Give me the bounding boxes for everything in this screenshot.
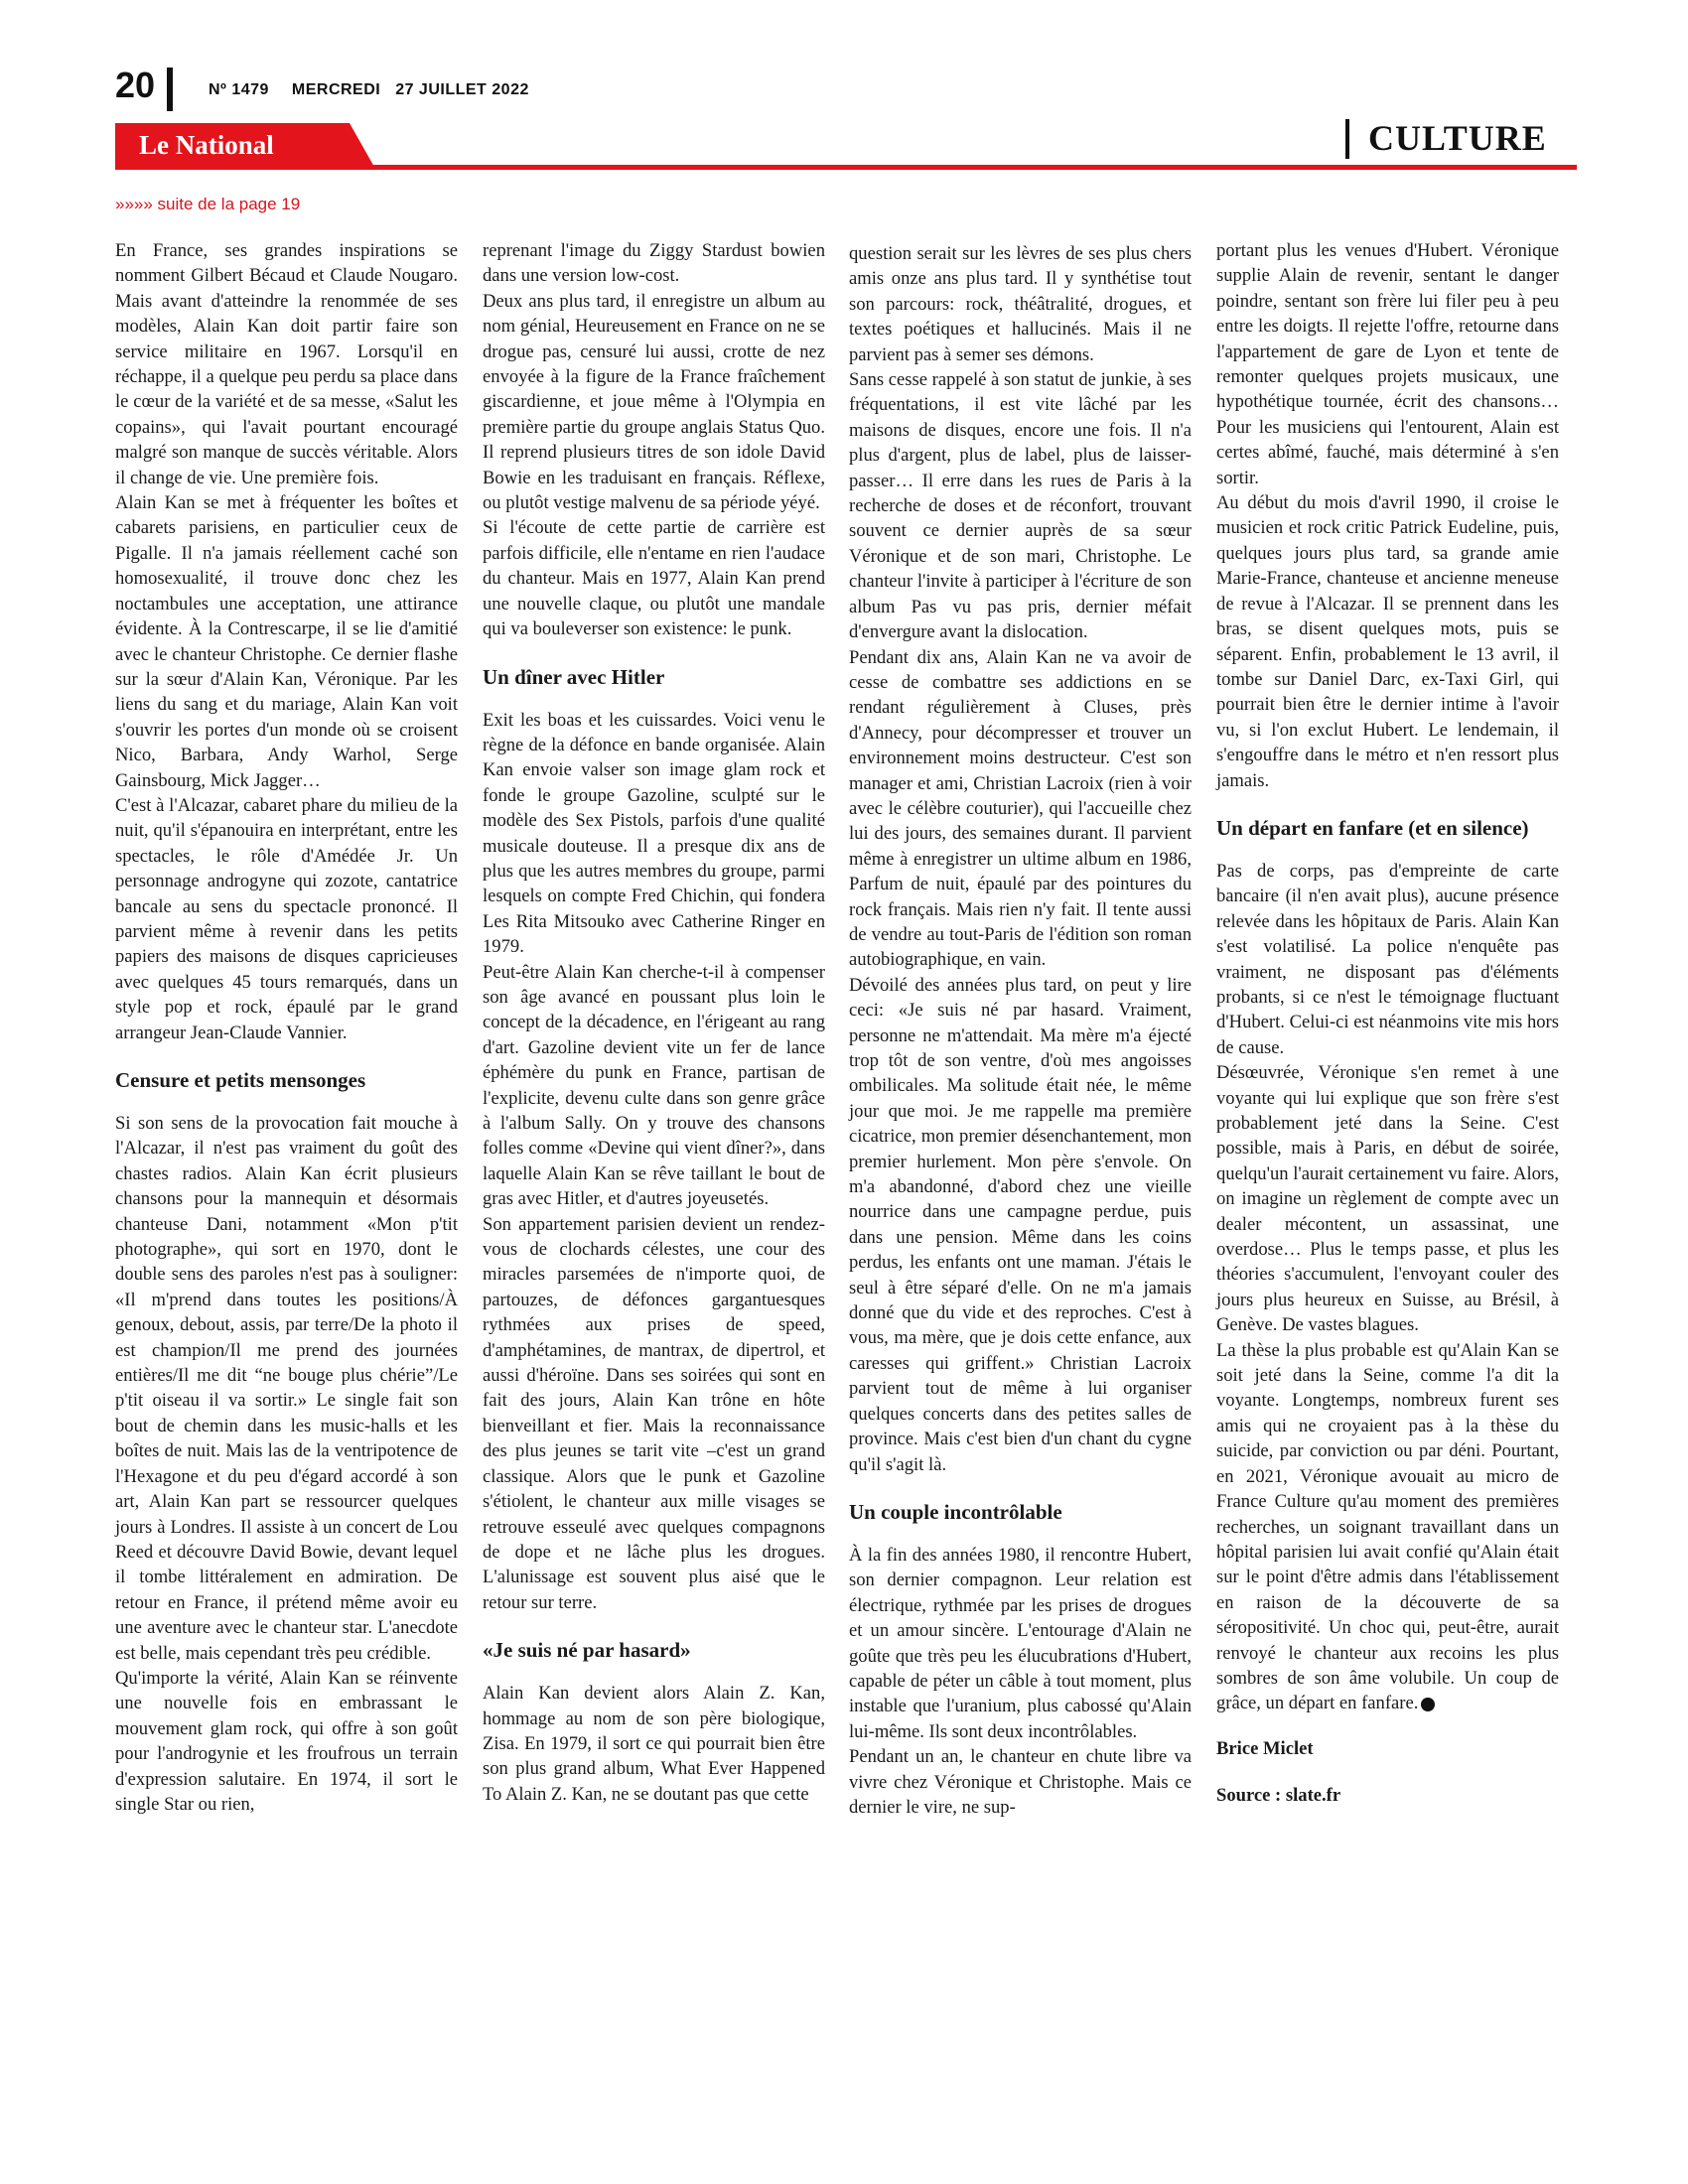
end-of-article-icon (1421, 1698, 1435, 1711)
subheading: Censure et petits mensonges (115, 1068, 366, 1092)
issue-number: Nº 1479 (209, 81, 269, 98)
paragraph: En France, ses grandes inspirations se nomment Gilbert Bécaud et Claude Nougaro. Mais avant d'atteindre la renommée de ses modèles, Alain Kan doit partir faire son service militaire en 1967. Lorsqu'il en réchappe, il a quelque peu perdu sa place dans le cœur de la variété et de sa messe, «Salut les copains», qui l'avait pourtant encouragé malgré son manque de succès véritable. Alors il change de vie. Une première fois. (115, 240, 458, 488)
page-number-divider (167, 68, 173, 111)
paragraph-text: La thèse la plus probable est qu'Alain Kan se soit jeté dans la Seine, comme l'a dit la voyante. Longtemps, nombreux furent ses amis qui ne croyaient pas à la thèse du suicide, par conviction ou par déni. Pourtant, en 2021, Véronique avouait au micro de France Culture qu'au moment des premières recherches, un soignant travaillant dans un hôpital parisien lui avait confié qu'Alain était sur le point d'être admis dans l'établissement en raison de la découverte de sa séropositivité. Un choc qui, peut-être, aurait renvoyé le chanteur aux recoins les plus sombres de son âme volubile. Un coup de grâce, un départ en fanfare. (1216, 1339, 1559, 1714)
paragraph: Pas de corps, pas d'empreinte de carte bancaire (il n'en avait plus), aucune présence relevée dans les hôpitaux de Paris. Alain Kan s'est volatilisé. La police n'enquête pas vraiment, ne disposant pas d'éléments probants, si ce n'est le témoignage fluctuant d'Hubert. Celui-ci est néanmoins vite mis hors de cause. (1216, 860, 1559, 1058)
paragraph: Qu'importe la vérité, Alain Kan se réinvente une nouvelle fois en embrassant le mouvement glam rock, qui offre à son goût pour l'androgynie et les froufrous un terrain d'expression salutaire. En 1974, il sort le single Star ou rien, (115, 1667, 458, 1815)
final-paragraph (1216, 1338, 1559, 1716)
article-column-4 (1216, 238, 1559, 1809)
page-number: 20 (115, 65, 156, 105)
paragraph: À la fin des années 1980, il rencontre Hubert, son dernier compagnon. Leur relation est électrique, rythmée par les prises de drogues et un amour sincère. L'entourage d'Alain ne goûte que très peu les élucubrations d'Hubert, capable de péter un câble à tout moment, plus instable que l'uranium, plus cabossé qu'Alain lui-même. Ils sont deux incontrôlables. (849, 1544, 1192, 1742)
paragraph: Deux ans plus tard, il enregistre un album au nom génial, Heureusement en France on ne se drogue pas, censuré lui aussi, crotte de nez envoyée à la figure de la France fraîchement giscardienne, et joue même à l'Olympia en première partie du groupe anglais Status Quo. Il reprend plusieurs titres de son idole David Bowie en les traduisant en français. Réflexe, ou plutôt vestige malvenu de sa période yéyé. (483, 290, 825, 514)
issue-weekday: MERCREDI (291, 81, 381, 98)
continued-from: »»»» suite de la page 19 (115, 195, 301, 213)
subheading: Un dîner avec Hitler (483, 664, 665, 689)
paragraph: Alain Kan se met à fréquenter les boîtes et cabarets parisiens, en particulier ceux de Pigalle. Il n'a jamais réellement caché son homosexualité, il trouve donc chez les noctambules une acceptation, une attirance évidente. À la Contrescarpe, il se lie d'amitié avec le chanteur Christophe. Ce dernier flashe sur la sœur d'Alain Kan, Véronique. Par les liens du sang et du mariage, Alain Kan voit s'ouvrir les portes d'un monde où se croisent Nico, Barbara, Andy Warhol, Serge Gainsbourg, Mick Jagger… (115, 492, 458, 791)
subheading: Un départ en fanfare (et en silence) (1216, 815, 1529, 840)
newspaper-logo (115, 123, 375, 169)
source-credit: Source : slate.fr (1216, 1785, 1341, 1807)
subheading: «Je suis né par hasard» (483, 1638, 691, 1663)
paragraph: Exit les boas et les cuissardes. Voici venu le règne de la défonce en bande organisée. Alain Kan envoie valser son image glam rock et fonde le groupe Gazoline, sculpté sur le modèle des Sex Pistols, parfois d'une qualité musicale douteuse. Il a presque dix ans de plus que les autres membres du groupe, parmi lesquels on compte Fred Chichin, qui fondera Les Rita Mitsouko avec Catherine Ringer en 1979. (483, 709, 825, 958)
paragraph: Si son sens de la provocation fait mouche à l'Alcazar, il n'est pas vraiment du goût des chastes radios. Alain Kan écrit plusieurs chansons pour la mannequin et désormais chanteuse Dani, notamment «Mon p'tit photographe», qui sort en 1970, dont le double sens des paroles n'est pas à souligner: «Il m'prend dans toutes les positions/À genoux, debout, assis, par terre/De la photo il est champion/Il me prend des journées entières/Il me dit “ne bouge plus chérie”/Le p'tit oiseau il va sortir.» Le single fait son bout de chemin dans les music-halls et les boîtes de nuit. Mais las de la ventripotence de l'Hexagone et du peu d'égard accordé à son art, Alain Kan part se ressourcer quelques jours à Londres. Il assiste à un concert de Lou Reed et découvre David Bowie, devant lequel il tombe littéralement en admiration. De retour en France, il prétend même avoir eu une aventure avec le chanteur star. L'anecdote est belle, mais cependant très peu crédible. (115, 1113, 458, 1664)
paragraph: question serait sur les lèvres de ses plus chers amis onze ans plus tard. Il y synthétise tout son parcours: rock, théâtralité, drogues, et textes poétiques et hallucinés. Mais il ne parvient pas à semer ses démons. (849, 243, 1192, 365)
paragraph: Dévoilé des années plus tard, on peut y lire ceci: «Je suis né par hasard. Vraiment, personne ne m'attendait. Ma mère m'a éjecté trop tôt de son ventre, d'où mes angoisses ombilicales. Ma solitude était née, le même jour que moi. Je me rappelle ma première cicatrice, mon premier désenchantement, mon premier hurlement. Mon père s'envole. On m'a abandonné, d'abord chez une vieille nourrice dans une campagne perdue, puis dans une pension. Même dans les coins perdus, les enfants ont une maman. J'étais le seul à être séparé d'elle. On ne m'a jamais donné que du vide et des reproches. C'est à vous, ma mère, que je dois cette enfance, aux caresses qui griffent.» Christian Lacroix parvient tout de même à lui organiser quelques concerts dans des petites salles de province. Mais c'est bien d'un chant du cygne qu'il s'agit là. (849, 974, 1192, 1475)
article-column-2 (483, 238, 825, 1807)
author-byline: Brice Miclet (1216, 1737, 1314, 1759)
issue-date: 27 JUILLET 2022 (395, 81, 529, 98)
logo-text: Le National (139, 130, 274, 160)
article-column-3 (849, 241, 1192, 1820)
issue-line (209, 81, 547, 99)
paragraph: Peut-être Alain Kan cherche-t-il à compenser son âge avancé en poussant plus loin le concept de la décadence, en l'érigeant au rang d'art. Gazoline devient vite un fer de lance éphémère du punk en France, partisan de l'explicite, devenu culte dans son genre grâce à l'album Sally. On y trouve des chansons folles comme «Devine qui vient dîner?», dans laquelle Alain Kan se rêve taillant le bout de gras avec Hitler, et d'autres joyeusetés. (483, 961, 825, 1210)
section-label: CULTURE (1368, 118, 1547, 158)
article-column-1 (115, 238, 458, 1817)
paragraph: Pendant un an, le chanteur en chute libre va vivre chez Véronique et Christophe. Mais ce dernier le vire, ne sup- (849, 1746, 1192, 1818)
paragraph: portant plus les venues d'Hubert. Véronique supplie Alain de revenir, sentant le danger poindre, sentant son frère lui filer peu à peu entre les doigts. Il rejette l'offre, retourne dans l'appartement de gare de Lyon et tente de remonter quelques projets musicaux, une hypothétique tournée, écrit des chansons… Pour les musiciens qui l'entourent, Alain est certes abîmé, fauché, mais déterminé à s'en sortir. (1216, 240, 1559, 488)
header-rule (115, 165, 1577, 170)
paragraph: Désœuvrée, Véronique s'en remet à une voyante qui lui explique que son frère s'est probablement jeté dans la Seine. C'est possible, mais à Paris, en début de soirée, quelqu'un l'aurait certainement vu faire. Alors, on imagine un règlement de compte avec un dealer mécontent, un assassinat, une overdose… Plus le temps passe, et plus les théories s'accumulent, l'envoyant couler des jours plus heureux en Suisse, au Brésil, à Genève. De vastes blagues. (1216, 1062, 1559, 1336)
paragraph: Si l'écoute de cette partie de carrière est parfois difficile, elle n'entame en rien l'audace du chanteur. Mais en 1977, Alain Kan prend une nouvelle claque, ou plutôt une mandale qui va bouleverser son existence: le punk. (483, 517, 825, 640)
paragraph: Pendant dix ans, Alain Kan ne va avoir de cesse de combattre ses addictions en se rendant régulièrement à Cluses, près d'Annecy, pour décompresser et trouver un environnement moins destructeur. C'est son manager et ami, Christian Lacroix (rien à voir avec le célèbre couturier), qui l'accueille chez lui des jours, des semaines durant. Il parvient même à enregistrer un ultime album en 1986, Parfum de nuit, épaulé par des pointures du rock français. Mais rien n'y fait. Il tente aussi de vendre au tout-Paris de l'édition son roman autobiographique, en vain. (849, 646, 1192, 971)
paragraph: Au début du mois d'avril 1990, il croise le musicien et rock critic Patrick Eudeline, puis, quelques jours plus tard, sa grande amie Marie-France, chanteuse et ancienne meneuse de revue à l'Alcazar. Il se prennent dans les bras, se disent quelques mots, puis se séparent. Enfin, probablement le 13 avril, il tombe sur Daniel Darc, ex-Taxi Girl, qui pourrait bien être le dernier intime à l'avoir vu, si l'on exclut Hubert. Le lendemain, il s'engouffre dans le métro et n'en ressort plus jamais. (1216, 492, 1559, 791)
paragraph: C'est à l'Alcazar, cabaret phare du milieu de la nuit, qu'il s'épanouira en interprétant, entre les spectacles, le rôle d'Amédée Jr. Un personnage androgyne qui zozote, cantatrice bancale au sens du spectacle prononcé. Il parvient même à revenir dans les petits papiers des maisons de disques capricieuses avec quelques 45 tours remarqués, dans un style pop et rock, épaulé par le grand arrangeur Jean-Claude Vannier. (115, 794, 458, 1043)
subheading: Un couple incontrôlable (849, 1499, 1062, 1524)
paragraph: Son appartement parisien devient un rendez-vous de clochards célestes, une cour des miracles parsemées de n'importe quoi, de partouzes, de défonces gargantuesques rythmées aux prises de speed, d'amphétamines, de mantrax, de dipertrol, et aussi d'héroïne. Dans ses soirées qui sont en fait des jours, Alain Kan trône en hôte bienveillant et fier. Mais la reconnaissance des plus jeunes se tarit vite –c'est un grand classique. Alors que le punk et Gazoline s'étiolent, le chanteur aux mille visages se retrouve esseulé avec quelques compagnons de dope et ne lâche plus les drogues. L'alunissage est souvent plus aisé que le retour sur terre. (483, 1213, 825, 1613)
paragraph: reprenant l'image du Ziggy Stardust bowien dans une version low-cost. (483, 240, 825, 287)
section-divider (1345, 119, 1349, 159)
paragraph: Alain Kan devient alors Alain Z. Kan, hommage au nom de son père biologique, Zisa. En 1979, il sort ce qui pourrait bien être son plus grand album, What Ever Happened To Alain Z. Kan, ne se doutant pas que cette (483, 1683, 825, 1805)
paragraph: Sans cesse rappelé à son statut de junkie, à ses fréquentations, il est vite lâché par les maisons de disques, encore une fois. Il n'a plus d'argent, plus de label, plus de laisser-passer… Il erre dans les rues de Paris à la recherche de doses et de réconfort, trouvant souvent ce dernier auprès de sa sœur Véronique et de son mari, Christophe. Le chanteur l'invite à participer à l'écriture de son album Pas vu pas pris, dernier méfait d'envergure avant la dislocation. (849, 369, 1192, 643)
